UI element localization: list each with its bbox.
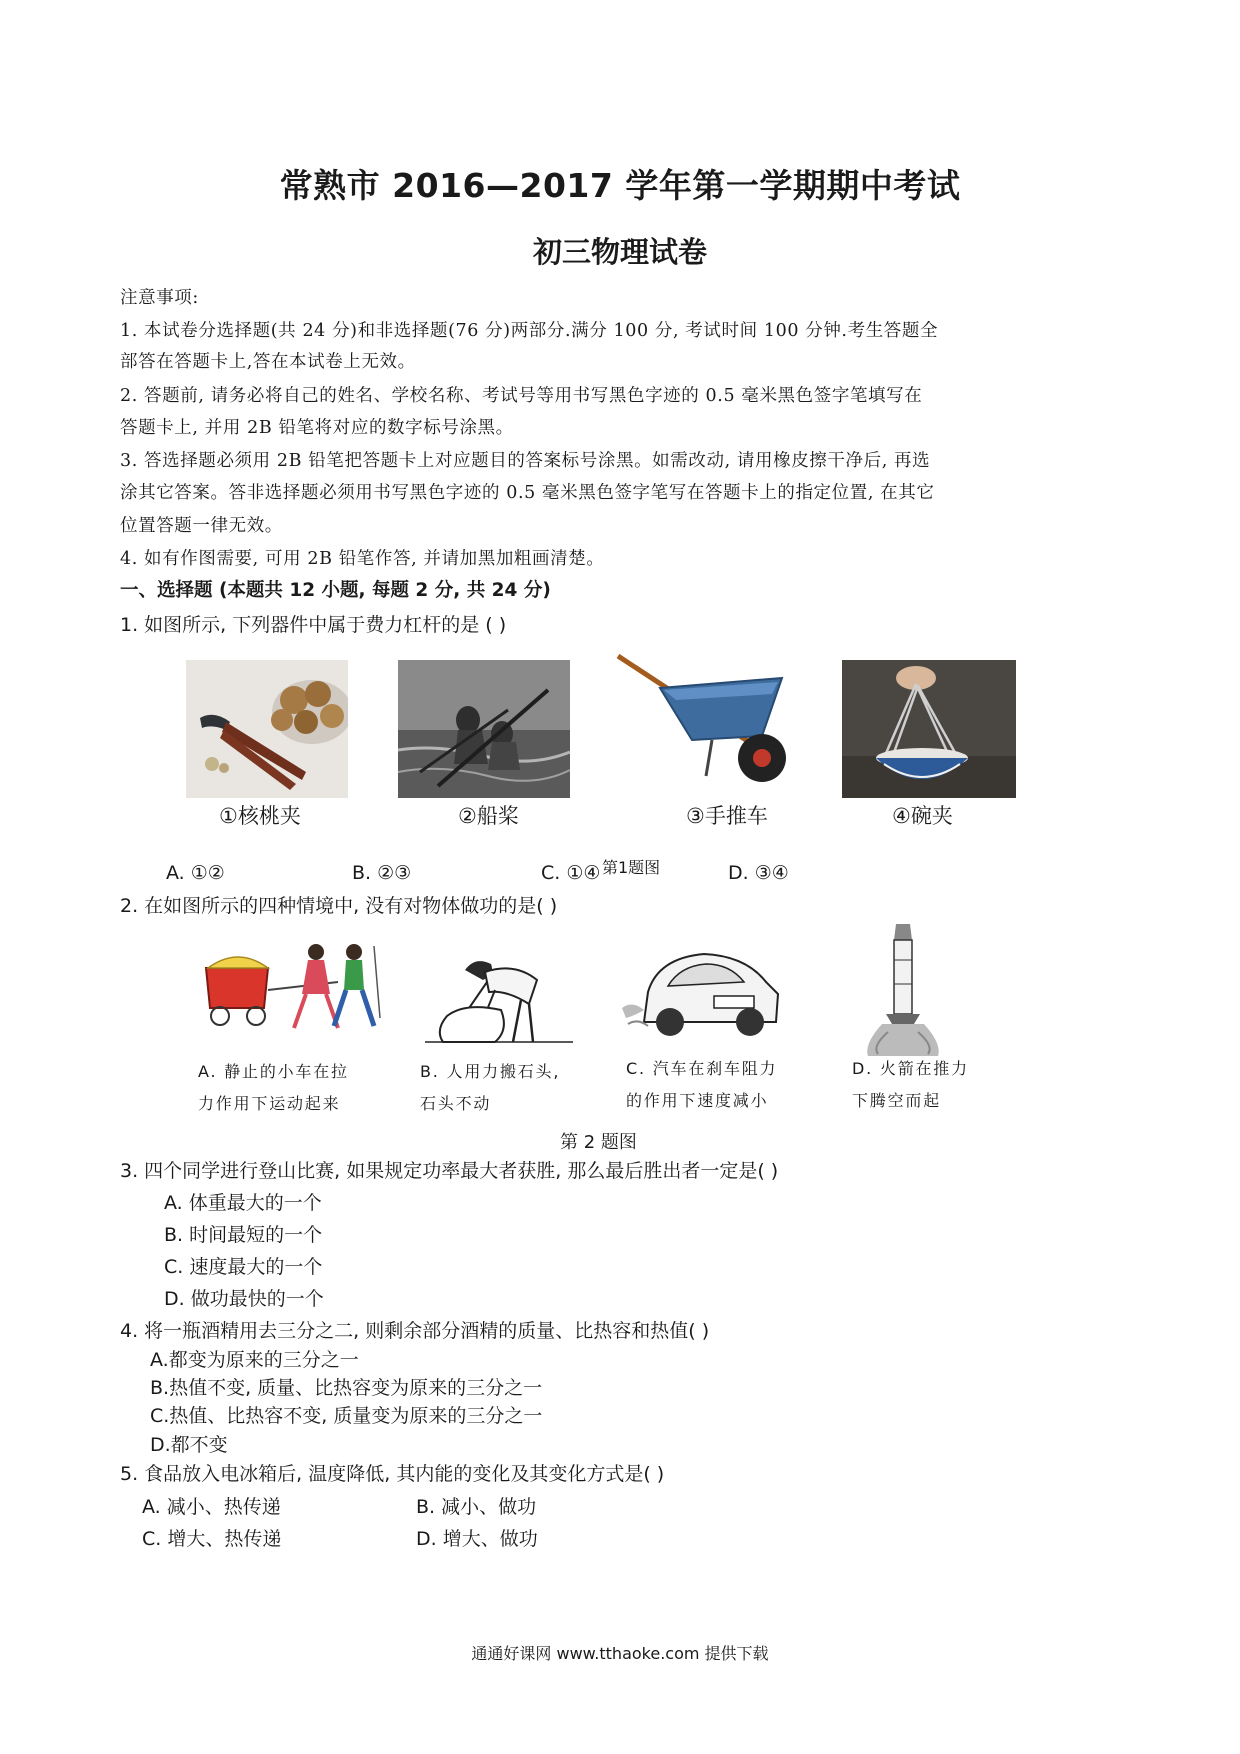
scene-caption-d-line1: D. 火箭在推力 — [852, 1059, 969, 1078]
option-d: D. 做功最快的一个 — [164, 1288, 324, 1310]
figure-caption: ③手推车 — [686, 804, 768, 828]
scene-caption-c-line1: C. 汽车在刹车阻力 — [626, 1059, 778, 1078]
option-b: B. ②③ — [352, 862, 412, 884]
exam-subtitle: 初三物理试卷 — [532, 235, 707, 269]
bowl-clip-image — [842, 660, 1016, 798]
lifting-stone-image — [425, 950, 573, 1050]
notice-line: 答题卡上, 并用 2B 铅笔将对应的数字标号涂黑。 — [120, 418, 514, 438]
rocket-launch-image — [860, 920, 946, 1060]
notice-line: 4. 如有作图需要, 可用 2B 铅笔作答, 并请加黑加粗画清楚。 — [120, 549, 605, 569]
section-heading: 一、选择题 (本题共 12 小题, 每题 2 分, 共 24 分) — [120, 580, 551, 601]
nutcracker-image — [186, 660, 348, 798]
option-c: C. ①④ — [541, 862, 601, 884]
question-4-stem: 4. 将一瓶酒精用去三分之二, 则剩余部分酒精的质量、比热容和热值( ) — [120, 1320, 710, 1342]
scene-caption-a-line2: 力作用下运动起来 — [198, 1094, 341, 1113]
notice-line: 位置答题一律无效。 — [120, 516, 283, 536]
option-a: A. 体重最大的一个 — [164, 1192, 322, 1214]
scene-caption-b-line1: B. 人用力搬石头, — [420, 1062, 561, 1081]
notice-line: 涂其它答案。答非选择题必须用书写黑色字迹的 0.5 毫米黑色签字笔写在答题卡上的指定位置, 在其它 — [120, 483, 935, 503]
pulling-cart-image — [198, 938, 394, 1046]
question-3-stem: 3. 四个同学进行登山比赛, 如果规定功率最大者获胜, 那么最后胜出者一定是( ) — [120, 1160, 779, 1182]
scene-caption-c-line2: 的作用下速度减小 — [626, 1091, 769, 1110]
option-c: C. 速度最大的一个 — [164, 1256, 323, 1278]
wheelbarrow-image — [612, 648, 794, 794]
option-c: C. 增大、热传递 — [142, 1528, 282, 1550]
exam-title: 常熟市 2016—2017 学年第一学期期中考试 — [279, 166, 961, 205]
notice-line: 部答在答题卡上,答在本试卷上无效。 — [120, 352, 416, 372]
figure-2-caption: 第 2 题图 — [560, 1132, 637, 1153]
notice-heading: 注意事项: — [120, 288, 199, 308]
notice-line: 2. 答题前, 请务必将自己的姓名、学校名称、考试号等用书写黑色字迹的 0.5 毫米黑色签字笔填写在 — [120, 386, 923, 406]
option-a: A. ①② — [166, 862, 225, 884]
option-d: D. 增大、做功 — [416, 1528, 538, 1550]
option-d: D.都不变 — [150, 1434, 228, 1456]
question-5-stem: 5. 食品放入电冰箱后, 温度降低, 其内能的变化及其变化方式是( ) — [120, 1463, 665, 1485]
option-b: B. 减小、做功 — [416, 1496, 537, 1518]
figure-caption: ④碗夹 — [892, 804, 953, 828]
scene-caption-b-line2: 石头不动 — [420, 1094, 492, 1113]
page-footer: 通通好课网 www.tthaoke.com 提供下载 — [471, 1644, 769, 1663]
figure-caption: ②船桨 — [458, 804, 519, 828]
option-a: A.都变为原来的三分之一 — [150, 1349, 359, 1371]
figure-caption: ①核桃夹 — [219, 804, 301, 828]
rowing-oar-image — [398, 660, 570, 798]
figure-label: 第1题图 — [602, 858, 661, 877]
option-d: D. ③④ — [728, 862, 789, 884]
notice-line: 3. 答选择题必须用 2B 铅笔把答题卡上对应题目的答案标号涂黑。如需改动, 请用橡皮擦干净后, 再选 — [120, 451, 931, 471]
option-a: A. 减小、热传递 — [142, 1496, 281, 1518]
scene-caption-d-line2: 下腾空而起 — [852, 1091, 942, 1110]
option-b: B.热值不变, 质量、比热容变为原来的三分之一 — [150, 1377, 543, 1399]
braking-car-image — [618, 938, 790, 1046]
question-1-stem: 1. 如图所示, 下列器件中属于费力杠杆的是 ( ) — [120, 614, 507, 636]
question-2-stem: 2. 在如图所示的四种情境中, 没有对物体做功的是( ) — [120, 895, 558, 917]
notice-line: 1. 本试卷分选择题(共 24 分)和非选择题(76 分)两部分.满分 100 分, 考试时间 100 分钟.考生答题全 — [120, 321, 939, 341]
scene-caption-a-line1: A. 静止的小车在拉 — [198, 1062, 349, 1081]
option-b: B. 时间最短的一个 — [164, 1224, 323, 1246]
option-c: C.热值、比热容不变, 质量变为原来的三分之一 — [150, 1405, 543, 1427]
